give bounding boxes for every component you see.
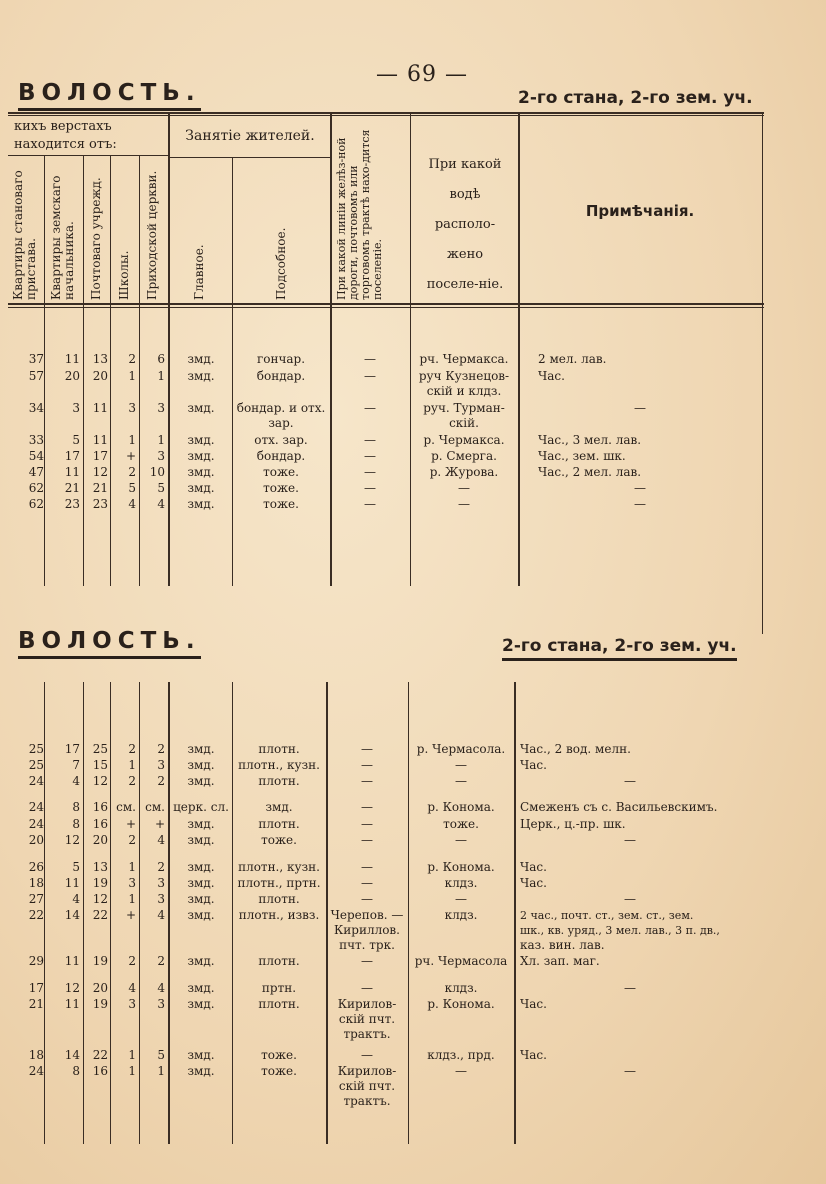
cell-post: 12 <box>92 892 108 906</box>
cell-zemsky: 4 <box>72 892 80 906</box>
cell-school: 4 <box>128 981 136 995</box>
cell-post: 16 <box>92 817 108 831</box>
cell-aux-occupation: плотн. <box>258 954 300 968</box>
cell-aux-occupation: плотн., кузн. <box>238 758 320 772</box>
cell-post: 19 <box>92 954 108 968</box>
cell-stanovoy: 57 <box>28 369 44 383</box>
cell-water: клдз. <box>444 908 478 922</box>
cell-post: 12 <box>92 465 108 479</box>
cell-water: клдз. <box>444 876 478 890</box>
cell-stanovoy: 33 <box>28 433 44 447</box>
distance-group-header: кихъ верстахъ находится отъ: <box>14 119 117 152</box>
cell-aux-occupation: тоже. <box>261 1048 297 1062</box>
cell-railway: Кириллов. <box>333 923 400 937</box>
cell-school: 1 <box>128 433 136 447</box>
cell-post: 20 <box>92 981 108 995</box>
cell-zemsky: 11 <box>64 997 80 1011</box>
cell-railway: — <box>361 800 373 814</box>
cell-stanovoy: 26 <box>28 860 44 874</box>
cell-stanovoy: 24 <box>28 1064 44 1078</box>
cell-main-occupation: змд. <box>187 774 215 788</box>
cell-notes: Час., 2 вод. мелн. <box>520 742 631 756</box>
cell-stanovoy: 62 <box>28 497 44 511</box>
cell-notes: Хл. зап. маг. <box>520 954 600 968</box>
cell-notes: Час., 3 мел. лав. <box>538 433 642 447</box>
header-church: Приходской церкви. <box>145 170 159 300</box>
cell-railway: — <box>364 449 376 463</box>
cell-aux-occupation: тоже. <box>263 481 299 495</box>
cell-water: скій и клдз. <box>426 384 502 398</box>
cell-water: руч Кузнецов- <box>418 369 510 383</box>
cell-water: — <box>455 892 467 906</box>
cell-school: 2 <box>128 742 136 756</box>
cell-notes: — <box>624 1064 636 1078</box>
cell-church: 4 <box>157 497 165 511</box>
cell-school: 1 <box>128 1048 136 1062</box>
cell-notes: Час. <box>538 369 565 383</box>
cell-church: + <box>154 817 165 831</box>
cell-railway: — <box>361 1048 373 1062</box>
header-notes: Примѣчанія. <box>585 202 695 220</box>
cell-aux-occupation: отх. зар. <box>254 433 308 447</box>
cell-stanovoy: 29 <box>28 954 44 968</box>
cell-aux-occupation: тоже. <box>261 833 297 847</box>
cell-water: р. Конома. <box>427 800 495 814</box>
cell-aux-occupation: плотн. <box>258 774 300 788</box>
cell-water: — <box>455 774 467 788</box>
cell-notes: Час. <box>520 997 547 1011</box>
cell-railway: — <box>361 774 373 788</box>
cell-zemsky: 8 <box>72 1064 80 1078</box>
cell-church: 2 <box>157 860 165 874</box>
cell-railway: — <box>364 497 376 511</box>
cell-water: — <box>455 833 467 847</box>
cell-church: 6 <box>157 352 165 366</box>
cell-school: 1 <box>128 369 136 383</box>
cell-aux-occupation: плотн. <box>258 997 300 1011</box>
cell-aux-occupation: гончар. <box>256 352 306 366</box>
cell-stanovoy: 18 <box>28 1048 44 1062</box>
cell-zemsky: 11 <box>64 954 80 968</box>
cell-main-occupation: змд. <box>187 465 215 479</box>
cell-zemsky: 11 <box>64 465 80 479</box>
cell-zemsky: 11 <box>64 352 80 366</box>
cell-zemsky: 20 <box>64 369 80 383</box>
cell-stanovoy: 54 <box>28 449 44 463</box>
cell-church: 1 <box>157 1064 165 1078</box>
cell-stanovoy: 24 <box>28 774 44 788</box>
cell-railway: — <box>361 742 373 756</box>
cell-main-occupation: змд. <box>187 833 215 847</box>
cell-notes: Смеженъ съ с. Васильевскимъ. <box>520 800 718 814</box>
cell-railway: — <box>361 954 373 968</box>
cell-water: рч. Чермакса. <box>419 352 509 366</box>
cell-church: 5 <box>157 1048 165 1062</box>
cell-stanovoy: 34 <box>28 401 44 415</box>
cell-railway: пчт. трк. <box>339 938 395 952</box>
cell-notes: 2 мел. лав. <box>538 352 607 366</box>
cell-railway: трактъ. <box>343 1027 391 1041</box>
page-number: — 69 — <box>376 62 468 87</box>
cell-main-occupation: змд. <box>187 817 215 831</box>
cell-notes: 2 час., почт. ст., зем. ст., зем. <box>520 909 694 922</box>
cell-school: 1 <box>128 860 136 874</box>
section2-title: ВОЛОСТЬ. <box>18 628 201 659</box>
cell-railway: — <box>364 369 376 383</box>
section1-stan: 2-го стана, 2-го зем. уч. <box>518 88 753 108</box>
header-zemsky: Квартиры земскаго начальника. <box>49 175 76 300</box>
cell-water: р. Конома. <box>427 997 495 1011</box>
cell-stanovoy: 18 <box>28 876 44 890</box>
cell-notes: — <box>624 774 636 788</box>
cell-stanovoy: 27 <box>28 892 44 906</box>
cell-railway: — <box>364 352 376 366</box>
cell-railway: — <box>364 401 376 415</box>
cell-school: + <box>125 449 136 463</box>
cell-stanovoy: 22 <box>28 908 44 922</box>
cell-school: 2 <box>128 465 136 479</box>
header-water: При какой водѣ располо-жено поселе-ніе. <box>426 157 504 292</box>
cell-railway: скій пчт. <box>338 1079 396 1093</box>
cell-main-occupation: змд. <box>187 742 215 756</box>
cell-aux-occupation: тоже. <box>263 497 299 511</box>
cell-church: 3 <box>157 892 165 906</box>
cell-notes: — <box>624 892 636 906</box>
cell-aux-occupation: тоже. <box>263 465 299 479</box>
cell-aux-occupation: плотн., извз. <box>238 908 320 922</box>
cell-stanovoy: 25 <box>28 742 44 756</box>
cell-aux-occupation: тоже. <box>261 1064 297 1078</box>
cell-main-occupation: змд. <box>187 1064 215 1078</box>
cell-church: см. <box>145 800 165 814</box>
cell-church: 2 <box>157 774 165 788</box>
cell-railway: — <box>361 892 373 906</box>
cell-water: р. Конома. <box>427 860 495 874</box>
cell-post: 17 <box>92 449 108 463</box>
cell-church: 1 <box>157 369 165 383</box>
cell-zemsky: 17 <box>64 742 80 756</box>
cell-zemsky: 7 <box>72 758 80 772</box>
cell-notes: Час. <box>520 758 547 772</box>
cell-notes: Час. <box>520 860 547 874</box>
cell-zemsky: 14 <box>64 1048 80 1062</box>
cell-post: 15 <box>92 758 108 772</box>
cell-school: + <box>125 817 136 831</box>
cell-school: 3 <box>128 876 136 890</box>
cell-zemsky: 8 <box>72 817 80 831</box>
cell-water: р. Чермасола. <box>416 742 506 756</box>
cell-church: 2 <box>157 954 165 968</box>
cell-aux-occupation: бондар. и отх. <box>236 401 326 415</box>
cell-post: 25 <box>92 742 108 756</box>
cell-notes: Час., 2 мел. лав. <box>538 465 642 479</box>
cell-water: — <box>458 497 470 511</box>
cell-aux-occupation: плотн. <box>258 892 300 906</box>
cell-railway: — <box>364 433 376 447</box>
cell-school: 1 <box>128 758 136 772</box>
cell-main-occupation: змд. <box>187 908 215 922</box>
cell-school: 1 <box>128 1064 136 1078</box>
cell-stanovoy: 17 <box>28 981 44 995</box>
cell-notes: Час., зем. шк. <box>538 449 626 463</box>
cell-post: 11 <box>92 401 108 415</box>
cell-main-occupation: змд. <box>187 1048 215 1062</box>
cell-railway: Кирилов- <box>337 1064 397 1078</box>
cell-church: 4 <box>157 981 165 995</box>
cell-zemsky: 12 <box>64 833 80 847</box>
cell-church: 3 <box>157 449 165 463</box>
cell-post: 22 <box>92 1048 108 1062</box>
cell-post: 21 <box>92 481 108 495</box>
cell-notes: Час. <box>520 876 547 890</box>
cell-aux-occupation: плотн. <box>258 817 300 831</box>
cell-main-occupation: змд. <box>187 758 215 772</box>
cell-post: 19 <box>92 876 108 890</box>
cell-main-occupation: змд. <box>187 369 215 383</box>
cell-school: 2 <box>128 833 136 847</box>
cell-church: 4 <box>157 833 165 847</box>
cell-notes: — <box>624 981 636 995</box>
cell-stanovoy: 20 <box>28 833 44 847</box>
cell-zemsky: 14 <box>64 908 80 922</box>
cell-zemsky: 8 <box>72 800 80 814</box>
cell-notes: шк., кв. уряд., 3 мел. лав., 3 п. дв., <box>520 924 720 937</box>
cell-main-occupation: змд. <box>187 997 215 1011</box>
cell-railway: трактъ. <box>343 1094 391 1108</box>
cell-railway: скій пчт. <box>338 1012 396 1026</box>
cell-railway: Черепов. — <box>330 908 404 922</box>
cell-railway: — <box>361 876 373 890</box>
cell-aux-occupation: бондар. <box>256 369 306 383</box>
header-post: Почтоваго учрежд. <box>89 177 103 300</box>
cell-aux-occupation: зар. <box>268 416 294 430</box>
cell-school: 4 <box>128 497 136 511</box>
header-main: Главное. <box>192 244 206 300</box>
cell-stanovoy: 25 <box>28 758 44 772</box>
cell-zemsky: 5 <box>72 860 80 874</box>
header-aux: Подсобное. <box>274 227 288 300</box>
cell-stanovoy: 62 <box>28 481 44 495</box>
cell-church: 2 <box>157 742 165 756</box>
cell-notes: — <box>624 833 636 847</box>
cell-school: см. <box>116 800 136 814</box>
cell-aux-occupation: пртн. <box>261 981 297 995</box>
cell-school: 3 <box>128 401 136 415</box>
cell-water: скій. <box>449 416 479 430</box>
cell-water: р. Чермакса. <box>423 433 505 447</box>
cell-main-occupation: змд. <box>187 981 215 995</box>
cell-church: 3 <box>157 997 165 1011</box>
cell-stanovoy: 47 <box>28 465 44 479</box>
cell-zemsky: 12 <box>64 981 80 995</box>
cell-railway: — <box>361 833 373 847</box>
cell-stanovoy: 21 <box>28 997 44 1011</box>
cell-post: 16 <box>92 1064 108 1078</box>
cell-post: 23 <box>92 497 108 511</box>
cell-main-occupation: змд. <box>187 497 215 511</box>
cell-aux-occupation: плотн., пртн. <box>237 876 321 890</box>
cell-main-occupation: змд. <box>187 449 215 463</box>
section2-stan: 2-го стана, 2-го зем. уч. <box>502 636 737 661</box>
header-stanovoy: Квартиры становаго пристава. <box>11 170 38 300</box>
cell-church: 10 <box>149 465 165 479</box>
cell-post: 13 <box>92 860 108 874</box>
cell-church: 5 <box>157 481 165 495</box>
cell-stanovoy: 24 <box>28 800 44 814</box>
cell-school: + <box>125 908 136 922</box>
cell-aux-occupation: плотн. <box>258 742 300 756</box>
cell-church: 4 <box>157 908 165 922</box>
cell-railway: — <box>364 465 376 479</box>
cell-notes: Час. <box>520 1048 547 1062</box>
cell-notes: — <box>634 497 646 511</box>
cell-zemsky: 23 <box>64 497 80 511</box>
cell-church: 3 <box>157 758 165 772</box>
cell-zemsky: 21 <box>64 481 80 495</box>
cell-post: 16 <box>92 800 108 814</box>
cell-main-occupation: змд. <box>187 954 215 968</box>
cell-church: 3 <box>157 876 165 890</box>
cell-zemsky: 17 <box>64 449 80 463</box>
cell-school: 2 <box>128 954 136 968</box>
cell-water: р. Смерга. <box>431 449 497 463</box>
cell-aux-occupation: бондар. <box>256 449 306 463</box>
cell-post: 20 <box>92 369 108 383</box>
cell-main-occupation: змд. <box>187 860 215 874</box>
cell-school: 1 <box>128 892 136 906</box>
occupation-header: Занятіе жителей. <box>185 128 315 144</box>
cell-main-occupation: змд. <box>187 876 215 890</box>
cell-notes: — <box>634 401 646 415</box>
cell-aux-occupation: змд. <box>265 800 293 814</box>
cell-water: тоже. <box>443 817 479 831</box>
cell-zemsky: 3 <box>72 401 80 415</box>
cell-water: — <box>455 758 467 772</box>
cell-water: — <box>458 481 470 495</box>
header-railway: При какой линіи желѣз-ной дороги, почтовомъ или торговомъ трактѣ нахо-дится поселеніе. <box>335 129 384 300</box>
cell-church: 1 <box>157 433 165 447</box>
cell-school: 3 <box>128 997 136 1011</box>
cell-church: 3 <box>157 401 165 415</box>
cell-main-occupation: змд. <box>187 433 215 447</box>
cell-stanovoy: 37 <box>28 352 44 366</box>
cell-railway: — <box>364 481 376 495</box>
cell-railway: — <box>361 860 373 874</box>
cell-water: клдз., прд. <box>427 1048 495 1062</box>
cell-school: 5 <box>128 481 136 495</box>
cell-post: 13 <box>92 352 108 366</box>
header-school: Школы. <box>117 250 131 300</box>
cell-water: рч. Чермасола <box>414 954 508 968</box>
section1-title: ВОЛОСТЬ. <box>18 80 201 111</box>
cell-notes: Церк., ц.-пр. шк. <box>520 817 626 831</box>
cell-post: 22 <box>92 908 108 922</box>
cell-post: 12 <box>92 774 108 788</box>
cell-main-occupation: змд. <box>187 352 215 366</box>
cell-main-occupation: церк. сл. <box>173 800 229 814</box>
cell-stanovoy: 24 <box>28 817 44 831</box>
cell-post: 20 <box>92 833 108 847</box>
cell-main-occupation: змд. <box>187 481 215 495</box>
cell-railway: Кирилов- <box>337 997 397 1011</box>
cell-water: руч. Турман- <box>423 401 505 415</box>
cell-water: р. Журова. <box>429 465 499 479</box>
cell-railway: — <box>361 817 373 831</box>
cell-post: 11 <box>92 433 108 447</box>
cell-zemsky: 11 <box>64 876 80 890</box>
cell-school: 2 <box>128 774 136 788</box>
cell-zemsky: 5 <box>72 433 80 447</box>
cell-railway: — <box>361 758 373 772</box>
cell-zemsky: 4 <box>72 774 80 788</box>
cell-water: — <box>455 1064 467 1078</box>
cell-notes: каз. вин. лав. <box>520 938 605 952</box>
cell-aux-occupation: плотн., кузн. <box>238 860 320 874</box>
cell-railway: — <box>361 981 373 995</box>
cell-school: 2 <box>128 352 136 366</box>
cell-post: 19 <box>92 997 108 1011</box>
cell-main-occupation: змд. <box>187 892 215 906</box>
cell-main-occupation: змд. <box>187 401 215 415</box>
cell-water: клдз. <box>444 981 478 995</box>
cell-notes: — <box>634 481 646 495</box>
